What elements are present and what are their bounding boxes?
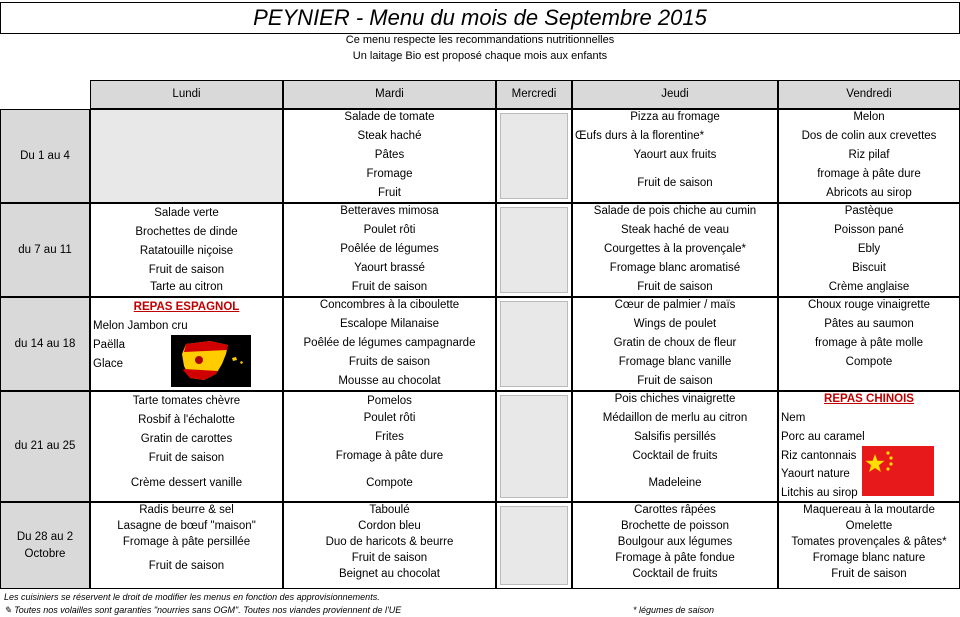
no-school-block xyxy=(500,506,568,585)
menu-item: Dos de colin aux crevettes xyxy=(801,130,937,142)
menu-item: Madeleine xyxy=(648,477,702,489)
menu-item: Poulet rôti xyxy=(363,224,416,236)
menu-item: fromage à pâte dure xyxy=(817,168,921,180)
menu-item: Poêlée de légumes xyxy=(340,243,439,255)
menu-item: Brochettes de dinde xyxy=(135,226,238,238)
menu-item: Fruit de saison xyxy=(637,281,713,293)
menu-item: Beignet au chocolat xyxy=(338,568,441,580)
mardi-week4 xyxy=(283,391,496,502)
menu-item: Frites xyxy=(375,431,404,443)
week-label: Du 1 au 4 xyxy=(0,109,90,203)
menu-item: Duo de haricots & beurre xyxy=(325,536,454,548)
week-label: Du 28 au 2 Octobre xyxy=(0,502,90,589)
menu-item: Brochette de poisson xyxy=(620,520,730,532)
footer-disclaimer: Les cuisiniers se réservent le droit de modifier les menus en fonction des approvisionnements. xyxy=(4,592,380,602)
menu-item: Fruit de saison xyxy=(351,281,428,293)
menu-item: Paëlla xyxy=(93,339,125,351)
menu-item: Lasagne de bœuf "maison" xyxy=(117,520,256,532)
menu-item: Choux rouge vinaigrette xyxy=(807,299,931,311)
themed-meal-title: REPAS ESPAGNOL xyxy=(133,301,240,313)
header-mercredi: Mercredi xyxy=(496,80,572,109)
menu-item: Poisson pané xyxy=(834,224,904,236)
themed-meal-title: REPAS CHINOIS xyxy=(824,393,914,405)
menu-item: Poulet rôti xyxy=(363,412,416,424)
menu-item: Steak haché xyxy=(357,130,422,142)
no-school-block xyxy=(500,395,568,498)
menu-item: Crème anglaise xyxy=(828,281,910,293)
footer-ogm xyxy=(4,605,401,616)
menu-item: Abricots au sirop xyxy=(826,187,912,199)
jeudi-week5 xyxy=(572,502,778,589)
menu-item: Salade verte xyxy=(154,207,219,219)
menu-item: Ebly xyxy=(857,243,881,255)
vendredi-week2 xyxy=(778,203,960,297)
lundi-week3 xyxy=(90,297,283,391)
spain-map-icon xyxy=(171,335,251,387)
menu-item: Médaillon de merlu au citron xyxy=(602,412,748,424)
menu-item: Pastèque xyxy=(844,205,894,217)
menu-item: Cœur de palmier / maïs xyxy=(614,299,736,311)
mardi-week3 xyxy=(283,297,496,391)
menu-item: Rosbif à l'échalotte xyxy=(138,414,235,426)
header-vendredi: Vendredi xyxy=(778,80,960,109)
menu-item: Salsifis persillés xyxy=(634,431,716,443)
menu-item: Litchis au sirop xyxy=(781,487,858,499)
menu-item: Escalope Milanaise xyxy=(339,318,440,330)
menu-item: Fruit de saison xyxy=(831,568,907,580)
vendredi-week4 xyxy=(778,391,960,502)
menu-item: Fromage blanc nature xyxy=(812,552,926,564)
menu-item: Pomelos xyxy=(367,395,412,407)
menu-item: Yaourt nature xyxy=(781,468,850,480)
header-mardi: Mardi xyxy=(283,80,496,109)
mercredi-week1 xyxy=(496,109,572,203)
menu-item: Steak haché de veau xyxy=(620,224,730,236)
lundi-week1 xyxy=(90,109,283,203)
menu-item: Gratin de choux de fleur xyxy=(613,337,737,349)
menu-item: Fromage à pâte dure xyxy=(335,450,444,462)
menu-item: Pâtes au saumon xyxy=(824,318,914,330)
mardi-week1 xyxy=(283,109,496,203)
jeudi-week1 xyxy=(572,109,778,203)
menu-item: Fromage à pâte fondue xyxy=(615,552,735,564)
menu-item: Yaourt aux fruits xyxy=(633,149,717,161)
lundi-week5 xyxy=(90,502,283,589)
menu-item: Pâtes xyxy=(374,149,405,161)
menu-item: Taboulé xyxy=(369,504,410,516)
menu-item: Radis beurre & sel xyxy=(139,504,234,516)
jeudi-week4 xyxy=(572,391,778,502)
header-jeudi: Jeudi xyxy=(572,80,778,109)
menu-item: Fruit de saison xyxy=(637,177,713,189)
menu-item: Porc au caramel xyxy=(781,431,865,443)
menu-item: Biscuit xyxy=(852,262,886,274)
menu-item: Tarte au citron xyxy=(150,281,223,293)
menu-item: Tomates provençales & pâtes* xyxy=(791,536,947,548)
menu-item: Fromage à pâte persillée xyxy=(122,536,251,548)
menu-item: Ratatouille niçoise xyxy=(139,245,234,257)
menu-item: Fruits de saison xyxy=(348,356,431,368)
menu-item: Melon xyxy=(853,111,885,123)
mercredi-week3 xyxy=(496,297,572,391)
footer-ogm-text: Toutes nos volailles sont garanties "nourries sans OGM". Toutes nos viandes proviennent de l'UE xyxy=(14,605,402,615)
menu-item: Nem xyxy=(781,412,806,424)
jeudi-week2 xyxy=(572,203,778,297)
mardi-week5 xyxy=(283,502,496,589)
week-label: du 21 au 25 xyxy=(0,391,90,502)
menu-item: Cocktail de fruits xyxy=(632,450,718,462)
subtitle-nutrition: Ce menu respecte les recommandations nutritionnelles xyxy=(345,34,615,46)
menu-item: Glace xyxy=(93,358,124,370)
menu-item: Riz cantonnais xyxy=(781,450,857,462)
subtitle-bio: Un laitage Bio est proposé chaque mois aux enfants xyxy=(352,50,608,62)
menu-item: Betteraves mimosa xyxy=(340,205,439,217)
vendredi-week1 xyxy=(778,109,960,203)
menu-item: Boulgour aux légumes xyxy=(617,536,733,548)
vendredi-week5 xyxy=(778,502,960,589)
china-flag-icon xyxy=(862,446,934,496)
note-icon: ✎ xyxy=(4,605,12,615)
page-title: PEYNIER - Menu du mois de Septembre 2015 xyxy=(0,2,960,34)
menu-item: Crème dessert vanille xyxy=(130,477,243,489)
menu-item: Fruit de saison xyxy=(148,560,225,572)
menu-item: Fromage blanc aromatisé xyxy=(609,262,741,274)
mercredi-week4 xyxy=(496,391,572,502)
mercredi-week2 xyxy=(496,203,572,297)
no-school-block xyxy=(500,113,568,199)
menu-item: Fruit xyxy=(378,187,401,199)
menu-item: Fruit de saison xyxy=(148,452,225,464)
menu-item: Mousse au chocolat xyxy=(338,375,441,387)
mardi-week2 xyxy=(283,203,496,297)
menu-item: Courgettes à la provençale* xyxy=(604,243,746,255)
menu-item: Gratin de carottes xyxy=(140,433,233,445)
menu-item: Omelette xyxy=(845,520,893,532)
menu-item: Yaourt brassé xyxy=(354,262,425,274)
week-label: du 7 au 11 xyxy=(0,203,90,297)
menu-item: Concombres à la ciboulette xyxy=(319,299,460,311)
menu-item: Maquereau à la moutarde xyxy=(803,504,935,516)
menu-item: Salade de pois chiche au cumin xyxy=(593,205,757,217)
lundi-week4 xyxy=(90,391,283,502)
footer-seasonal-note: * légumes de saison xyxy=(633,605,715,615)
menu-item: Melon Jambon cru xyxy=(93,320,188,332)
menu-item: Pizza au fromage xyxy=(630,111,720,123)
menu-item: Pois chiches vinaigrette xyxy=(614,393,736,405)
menu-item: Fromage blanc vanille xyxy=(618,356,732,368)
menu-item: Œufs durs à la florentine* xyxy=(575,130,705,142)
week-label: du 14 au 18 xyxy=(0,297,90,391)
menu-item: Carottes râpées xyxy=(634,504,716,516)
menu-item: Poêlée de légumes campagnarde xyxy=(303,337,476,349)
no-school-block xyxy=(500,301,568,387)
menu-item: Fruit de saison xyxy=(637,375,713,387)
lundi-week2 xyxy=(90,203,283,297)
vendredi-week3 xyxy=(778,297,960,391)
jeudi-week3 xyxy=(572,297,778,391)
menu-item: Tarte tomates chèvre xyxy=(132,395,241,407)
header-lundi: Lundi xyxy=(90,80,283,109)
menu-item: Cocktail de fruits xyxy=(632,568,718,580)
menu-grid xyxy=(0,80,960,589)
menu-item: Fruit de saison xyxy=(148,264,225,276)
menu-item: Fromage xyxy=(366,168,413,180)
menu-item: Compote xyxy=(845,356,893,368)
menu-item: Cordon bleu xyxy=(358,520,421,532)
menu-item: Salade de tomate xyxy=(344,111,435,123)
menu-item: Wings de poulet xyxy=(633,318,717,330)
menu-item: Compote xyxy=(366,477,413,489)
menu-item: Fruit de saison xyxy=(351,552,428,564)
no-school-block xyxy=(500,207,568,293)
menu-item: fromage à pâte molle xyxy=(814,337,924,349)
mercredi-week5 xyxy=(496,502,572,589)
menu-item: Riz pilaf xyxy=(848,149,890,161)
